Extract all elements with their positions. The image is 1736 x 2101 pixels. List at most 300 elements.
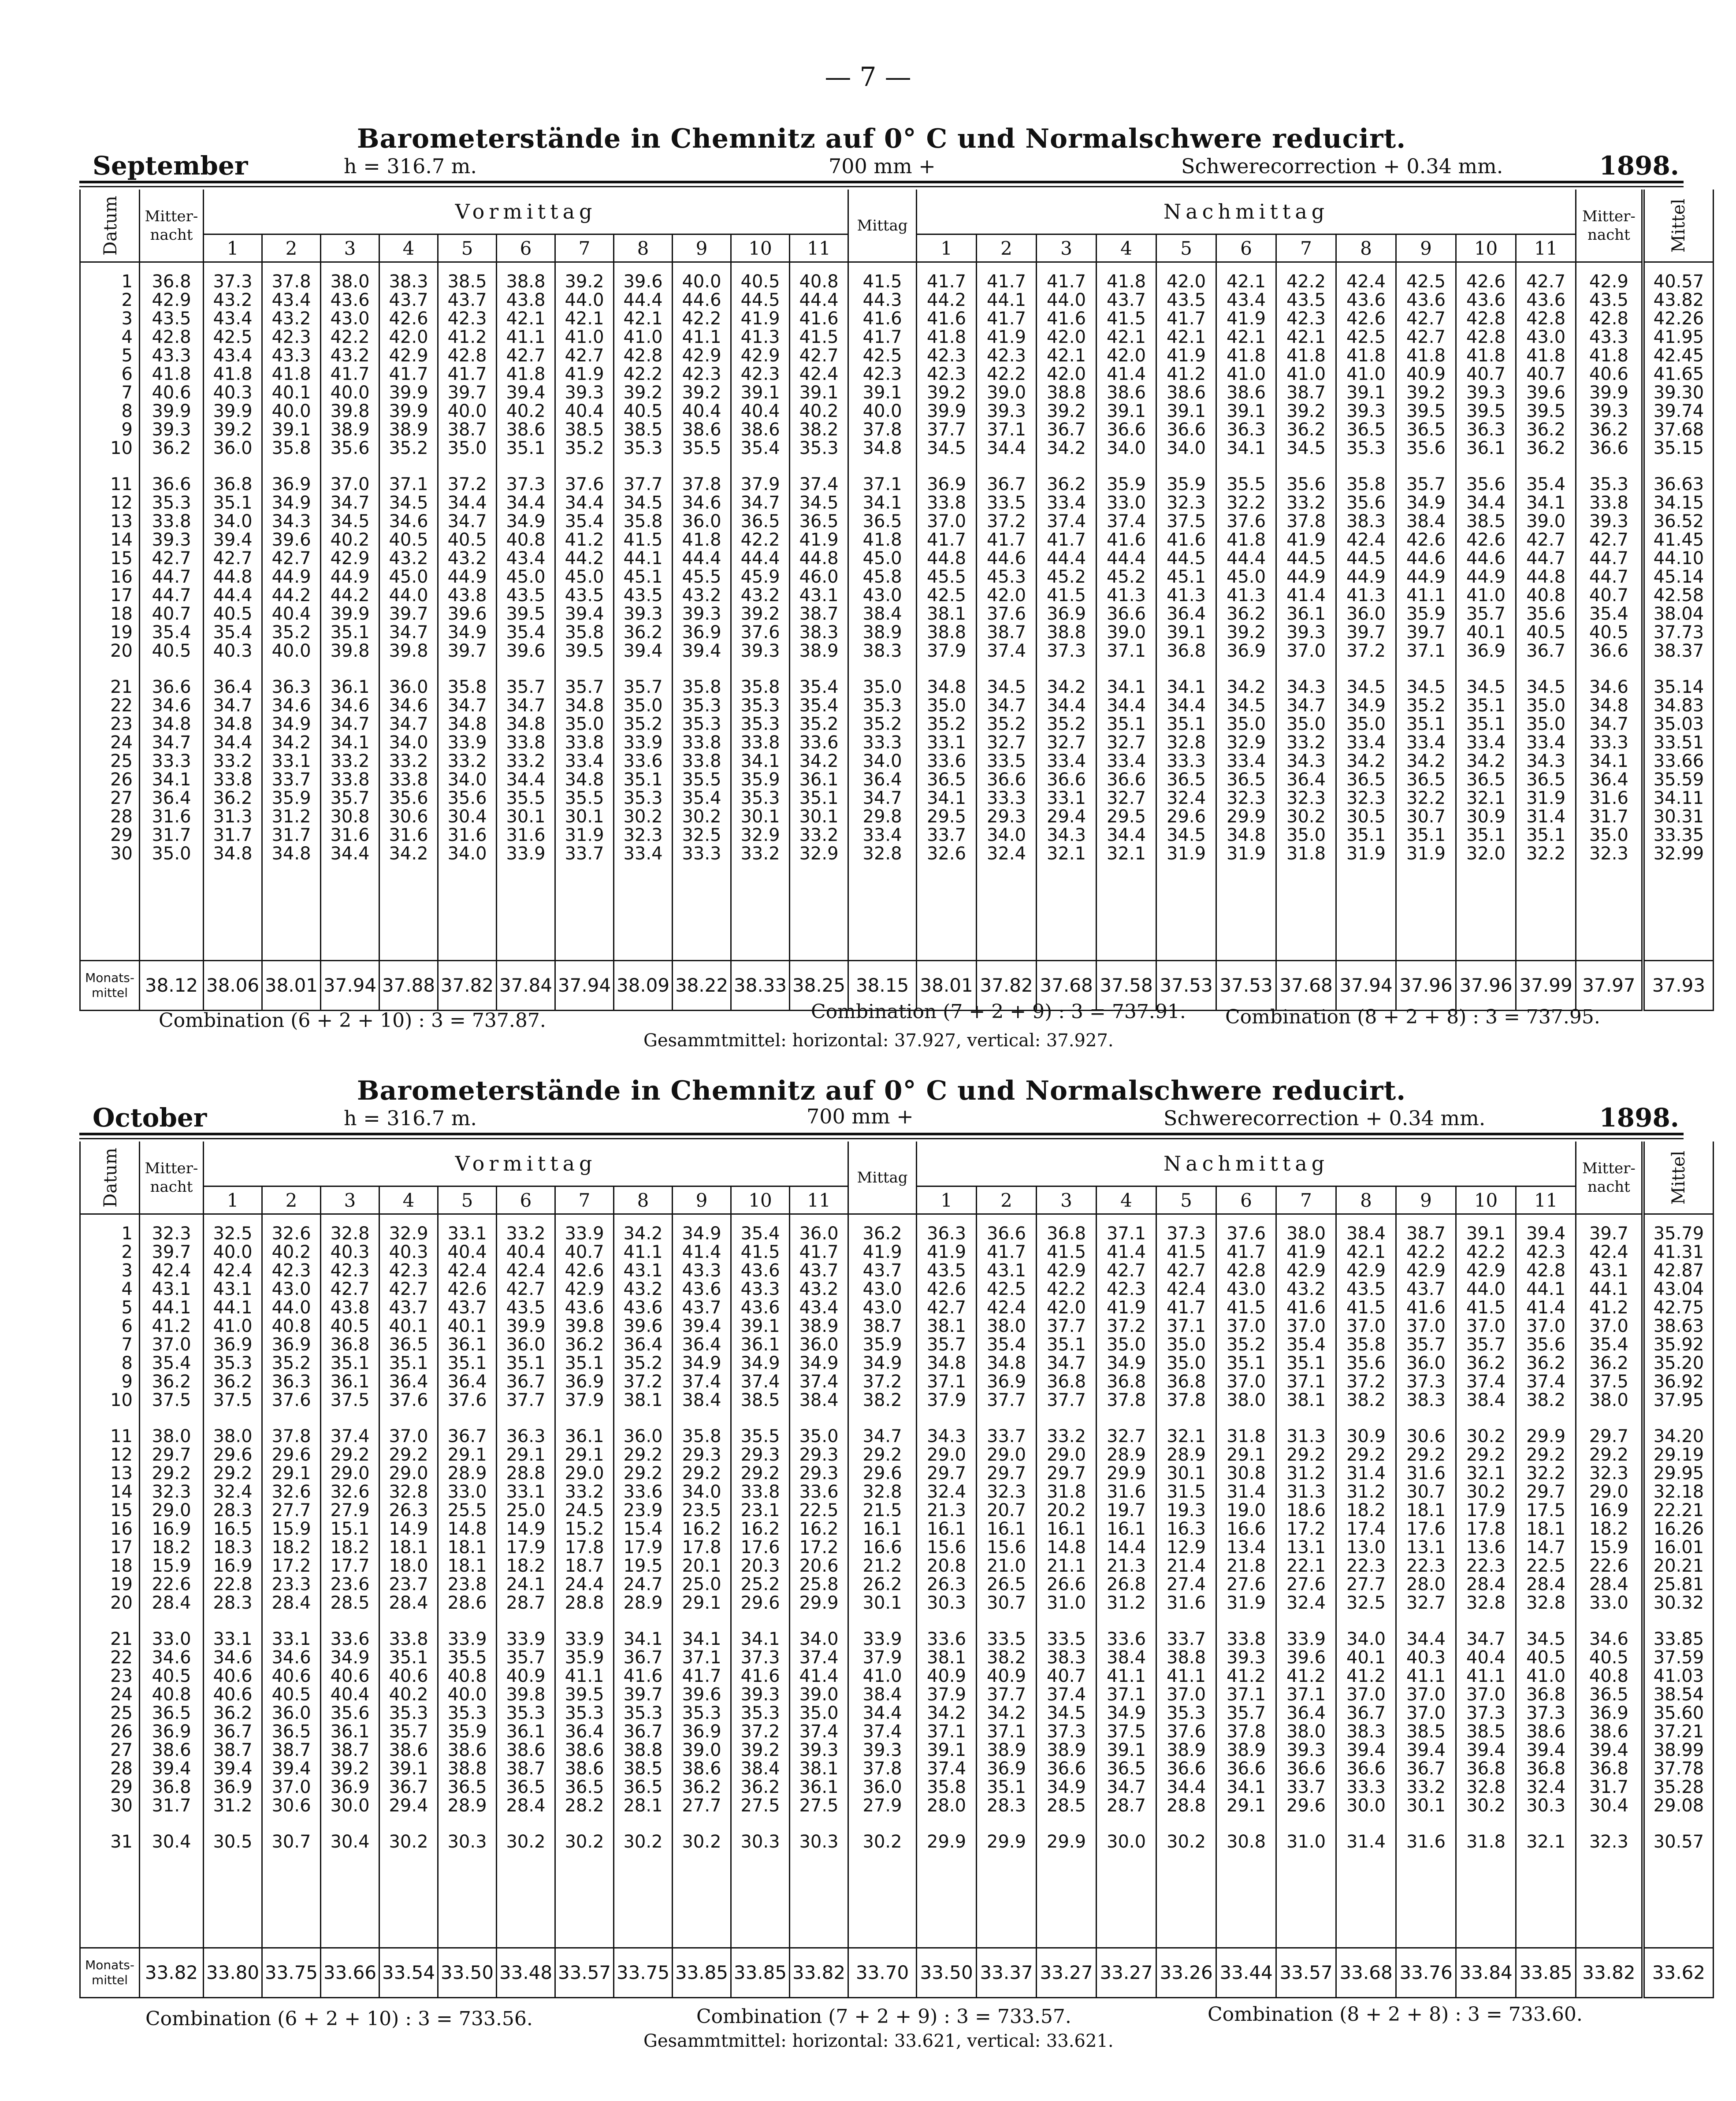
value-cell: 33.8 — [565, 733, 604, 753]
value-cell: 36.7 — [623, 1722, 663, 1742]
value-cell: 36.7 — [1346, 1703, 1386, 1723]
value-cell: 38.5 — [447, 271, 487, 292]
value-cell: 36.6 — [1047, 1759, 1086, 1779]
value-cell: 39.1 — [1107, 401, 1146, 421]
value-cell: 30.2 — [1466, 1796, 1506, 1816]
value-cell: 34.7 — [1047, 1353, 1086, 1373]
value-cell: 38.6 — [740, 420, 780, 440]
value-cell: 40.0 — [682, 271, 721, 292]
group-gap — [1645, 660, 1713, 678]
value-cell: 39.2 — [1227, 622, 1266, 643]
value-cell: 38.1 — [799, 1759, 839, 1779]
value-cell: 36.7 — [1047, 420, 1086, 440]
value-cell: 42.6 — [1406, 530, 1446, 550]
value-cell: 36.5 — [927, 770, 967, 790]
value-cell: 41.0 — [862, 1666, 902, 1686]
value-cell: 43.4 — [799, 1298, 839, 1318]
value-cell: 40.8 — [1589, 1666, 1628, 1686]
date-cell: 12 — [110, 1445, 133, 1465]
value-cell: 41.1 — [1107, 1666, 1146, 1686]
value-cell: 33.85 — [1653, 1629, 1704, 1649]
value-cell: 41.4 — [1526, 1298, 1566, 1318]
value-cell: 41.9 — [1107, 1298, 1146, 1318]
value-cell: 31.2 — [1286, 1463, 1326, 1484]
group-gap — [1097, 1815, 1156, 1833]
value-cell: 35.6 — [1346, 493, 1386, 513]
value-cell: 29.0 — [389, 1463, 428, 1484]
value-cell: 42.0 — [1167, 271, 1206, 292]
value-cell: 39.4 — [1346, 1740, 1386, 1760]
value-cell: 37.4 — [927, 1759, 967, 1779]
value-cell: 35.0 — [799, 1426, 839, 1447]
value-cell: 39.4 — [1589, 1740, 1628, 1760]
value-cell: 34.5 — [1346, 677, 1386, 697]
value-cell: 32.3 — [152, 1482, 191, 1502]
value-cell: 29.2 — [682, 1463, 721, 1484]
value-cell: 36.9 — [987, 1372, 1026, 1392]
value-cell: 35.7 — [506, 1647, 546, 1668]
value-cell: 35.4 — [682, 788, 721, 808]
value-column — [140, 262, 204, 961]
value-cell: 30.2 — [623, 1832, 663, 1852]
value-cell: 38.1 — [927, 1316, 967, 1336]
value-cell: 41.3 — [1167, 585, 1206, 606]
value-cell: 40.0 — [213, 1242, 253, 1262]
value-cell: 38.0 — [987, 1316, 1026, 1336]
value-cell: 14.8 — [447, 1519, 487, 1539]
value-cell: 30.9 — [1466, 807, 1506, 827]
value-cell: 40.0 — [862, 401, 902, 421]
value-cell: 41.0 — [1526, 1666, 1566, 1686]
value-cell: 42.4 — [1167, 1279, 1206, 1299]
value-cell: 30.2 — [682, 807, 721, 827]
value-cell: 29.9 — [799, 1593, 839, 1613]
value-cell: 41.0 — [565, 327, 604, 347]
date-cell: 20 — [110, 1593, 133, 1613]
value-cell: 34.4 — [330, 844, 370, 864]
value-column — [438, 1214, 497, 1948]
value-cell: 36.9 — [927, 474, 967, 495]
group-gap — [380, 457, 437, 475]
hour-pm-header: 9 — [1396, 234, 1456, 262]
hour-am-header: 7 — [555, 234, 614, 262]
value-cell: 21.8 — [1227, 1556, 1266, 1576]
value-cell: 35.03 — [1653, 714, 1704, 734]
value-cell: 34.0 — [1167, 438, 1206, 458]
value-cell: 37.2 — [862, 1372, 902, 1392]
mittel-header — [1643, 1142, 1714, 1214]
value-cell: 32.1 — [1107, 844, 1146, 864]
value-cell: 40.3 — [330, 1242, 370, 1262]
value-cell: 37.5 — [152, 1390, 191, 1410]
hour-pm-header: 8 — [1336, 234, 1396, 262]
value-cell: 31.6 — [152, 807, 191, 827]
value-cell: 36.5 — [506, 1777, 546, 1797]
group-gap — [1517, 1815, 1575, 1833]
value-cell: 29.2 — [1589, 1445, 1628, 1465]
value-cell: 34.7 — [447, 511, 487, 532]
value-cell: 39.7 — [447, 641, 487, 661]
monthly-mean-cell: 38.06 — [204, 961, 262, 1011]
monthly-mean-cell: 38.12 — [140, 961, 204, 1011]
value-cell: 38.6 — [1227, 383, 1266, 403]
group-gap — [556, 1409, 613, 1427]
value-cell: 36.4 — [565, 1722, 604, 1742]
hour-am-header: 4 — [379, 1186, 438, 1214]
value-cell: 44.6 — [1406, 548, 1446, 569]
value-cell: 15.9 — [1589, 1537, 1628, 1558]
value-cell: 35.9 — [1167, 474, 1206, 495]
value-cell: 42.3 — [740, 364, 780, 384]
value-cell: 16.1 — [862, 1519, 902, 1539]
value-cell: 43.1 — [152, 1279, 191, 1299]
value-cell: 40.8 — [799, 271, 839, 292]
date-cell: 6 — [121, 364, 133, 384]
value-cell: 40.9 — [1406, 364, 1446, 384]
group-gap — [614, 1815, 672, 1833]
value-cell: 45.5 — [927, 567, 967, 587]
value-cell: 41.1 — [1406, 585, 1446, 606]
value-cell: 36.8 — [1466, 1759, 1506, 1779]
value-cell: 13.1 — [1406, 1537, 1446, 1558]
value-cell: 35.3 — [565, 1703, 604, 1723]
value-cell: 44.8 — [799, 548, 839, 569]
value-cell: 15.9 — [271, 1519, 311, 1539]
value-cell: 37.0 — [1466, 1685, 1506, 1705]
value-cell: 42.7 — [799, 346, 839, 366]
value-cell: 43.7 — [389, 290, 428, 310]
value-cell: 40.7 — [565, 1242, 604, 1262]
value-cell: 43.7 — [447, 1298, 487, 1318]
value-cell: 33.5 — [1047, 1629, 1086, 1649]
value-cell: 31.4 — [1227, 1482, 1266, 1502]
group-gap — [556, 1612, 613, 1630]
value-cell: 32.5 — [682, 825, 721, 845]
value-cell: 18.2 — [152, 1537, 191, 1558]
barometer-table — [79, 1142, 1714, 1998]
value-cell: 35.1 — [1107, 714, 1146, 734]
value-cell: 16.9 — [1589, 1500, 1628, 1521]
group-gap — [790, 1612, 848, 1630]
value-cell: 43.5 — [565, 585, 604, 606]
value-cell: 29.9 — [1227, 807, 1266, 827]
value-cell: 32.5 — [1346, 1593, 1386, 1613]
value-cell: 34.1 — [927, 788, 967, 808]
value-cell: 44.5 — [740, 290, 780, 310]
value-cell: 41.6 — [799, 309, 839, 329]
group-gap — [439, 1409, 496, 1427]
combination-3: Combination (8 + 2 + 8) : 3 = 737.95. — [1225, 1006, 1600, 1028]
value-cell: 41.0 — [623, 327, 663, 347]
value-cell: 42.8 — [152, 327, 191, 347]
date-cell: 14 — [110, 530, 133, 550]
value-cell: 39.9 — [506, 1316, 546, 1336]
monthly-mean-cell: 33.82 — [1576, 1948, 1643, 1998]
value-cell: 28.9 — [447, 1796, 487, 1816]
value-cell: 42.4 — [1346, 271, 1386, 292]
value-cell: 33.9 — [565, 1223, 604, 1244]
value-cell: 45.0 — [565, 567, 604, 587]
value-column — [1097, 262, 1156, 961]
value-cell: 31.9 — [1227, 1593, 1266, 1613]
group-gap — [849, 1815, 916, 1833]
monthly-mean-cell: 37.99 — [1516, 961, 1576, 1011]
value-cell: 23.1 — [740, 1500, 780, 1521]
value-cell: 39.2 — [740, 1740, 780, 1760]
value-cell: 34.5 — [799, 493, 839, 513]
value-cell: 42.9 — [152, 290, 191, 310]
value-cell: 43.1 — [799, 585, 839, 606]
value-cell: 15.2 — [565, 1519, 604, 1539]
value-cell: 36.4 — [623, 1335, 663, 1355]
hour-pm-header: 2 — [977, 234, 1037, 262]
value-cell: 34.0 — [799, 1629, 839, 1649]
value-cell: 35.1 — [213, 493, 253, 513]
hour-am-header: 3 — [321, 234, 379, 262]
value-cell: 43.0 — [862, 1298, 902, 1318]
value-cell: 34.9 — [271, 714, 311, 734]
value-cell: 42.0 — [1047, 364, 1086, 384]
value-cell: 41.9 — [987, 327, 1026, 347]
value-cell: 41.4 — [682, 1242, 721, 1262]
value-cell: 32.3 — [1286, 788, 1326, 808]
group-gap — [673, 660, 730, 678]
value-cell: 35.6 — [330, 1703, 370, 1723]
value-cell: 30.2 — [1466, 1426, 1506, 1447]
group-gap — [1457, 457, 1515, 475]
value-cell: 37.1 — [682, 1647, 721, 1668]
value-cell: 23.3 — [271, 1574, 311, 1595]
value-cell: 38.2 — [862, 1390, 902, 1410]
group-gap — [1217, 457, 1275, 475]
value-cell: 41.6 — [740, 1666, 780, 1686]
value-cell: 34.8 — [271, 844, 311, 864]
value-cell: 33.4 — [1047, 493, 1086, 513]
value-cell: 42.0 — [1047, 1298, 1086, 1318]
value-cell: 41.5 — [1107, 309, 1146, 329]
value-cell: 35.0 — [1286, 714, 1326, 734]
value-cell: 36.9 — [213, 1335, 253, 1355]
monthly-mean-cell: 38.25 — [790, 961, 848, 1011]
group-gap — [439, 1612, 496, 1630]
value-cell: 35.7 — [389, 1722, 428, 1742]
value-cell: 43.2 — [447, 548, 487, 569]
value-cell: 18.7 — [565, 1556, 604, 1576]
value-cell: 41.7 — [987, 271, 1026, 292]
value-cell: 37.2 — [447, 474, 487, 495]
value-cell: 35.1 — [1227, 1353, 1266, 1373]
value-cell: 39.6 — [623, 271, 663, 292]
value-cell: 43.6 — [740, 1298, 780, 1318]
group-gap — [790, 1815, 848, 1833]
value-cell: 34.7 — [1589, 714, 1628, 734]
value-cell: 39.5 — [1406, 401, 1446, 421]
value-cell: 18.2 — [506, 1556, 546, 1576]
value-column — [1037, 1214, 1097, 1948]
value-cell: 18.1 — [1526, 1519, 1566, 1539]
date-cell: 8 — [121, 401, 133, 421]
value-cell: 29.2 — [1406, 1445, 1446, 1465]
value-cell: 35.3 — [740, 714, 780, 734]
value-cell: 36.7 — [987, 474, 1026, 495]
value-cell: 35.4 — [740, 438, 780, 458]
value-column — [1216, 1214, 1276, 1948]
value-cell: 17.2 — [1286, 1519, 1326, 1539]
value-cell: 33.6 — [623, 751, 663, 771]
value-cell: 43.04 — [1653, 1279, 1704, 1299]
value-cell: 34.0 — [1346, 1629, 1386, 1649]
monthly-mean-cell: 37.58 — [1097, 961, 1156, 1011]
value-cell: 20.7 — [987, 1500, 1026, 1521]
value-cell: 40.4 — [740, 401, 780, 421]
value-cell: 40.2 — [799, 401, 839, 421]
value-cell: 33.4 — [1047, 751, 1086, 771]
value-cell: 42.4 — [987, 1298, 1026, 1318]
value-cell: 35.3 — [799, 438, 839, 458]
value-cell: 44.1 — [623, 548, 663, 569]
date-cell: 9 — [121, 420, 133, 440]
value-cell: 33.6 — [1107, 1629, 1146, 1649]
value-cell: 32.99 — [1653, 844, 1704, 864]
value-cell: 36.1 — [330, 677, 370, 697]
value-cell: 35.15 — [1653, 438, 1704, 458]
value-cell: 39.4 — [1526, 1740, 1566, 1760]
value-cell: 21.0 — [987, 1556, 1026, 1576]
value-cell: 35.2 — [271, 622, 311, 643]
value-cell: 40.5 — [213, 604, 253, 624]
value-cell: 32.2 — [1406, 788, 1446, 808]
value-cell: 42.4 — [213, 1261, 253, 1281]
value-cell: 42.8 — [1589, 309, 1628, 329]
value-cell: 43.2 — [740, 585, 780, 606]
value-cell: 42.2 — [1286, 271, 1326, 292]
value-cell: 36.0 — [271, 1703, 311, 1723]
value-cell: 34.8 — [927, 677, 967, 697]
value-cell: 37.0 — [1406, 1685, 1446, 1705]
value-cell: 41.9 — [740, 309, 780, 329]
value-cell: 36.6 — [987, 1223, 1026, 1244]
value-cell: 37.9 — [565, 1390, 604, 1410]
value-cell: 31.3 — [1286, 1426, 1326, 1447]
value-cell: 41.9 — [1286, 530, 1326, 550]
value-cell: 38.9 — [799, 1316, 839, 1336]
value-cell: 29.7 — [1047, 1463, 1086, 1484]
value-cell: 42.9 — [565, 1279, 604, 1299]
group-gap — [977, 1612, 1036, 1630]
value-cell: 44.7 — [1589, 567, 1628, 587]
value-cell: 45.2 — [1107, 567, 1146, 587]
value-cell: 40.3 — [213, 641, 253, 661]
value-cell: 36.1 — [330, 1372, 370, 1392]
table-title: Barometerstände in Chemnitz auf 0° C und Normalschwere reducirt. — [357, 1075, 1406, 1106]
monthly-mean-cell: 33.27 — [1037, 1948, 1097, 1998]
value-cell: 32.3 — [1346, 788, 1386, 808]
value-cell: 21.3 — [1107, 1556, 1146, 1576]
value-cell: 39.2 — [927, 383, 967, 403]
value-cell: 39.7 — [1406, 622, 1446, 643]
value-cell: 44.6 — [1466, 548, 1506, 569]
value-cell: 35.2 — [623, 1353, 663, 1373]
value-cell: 43.7 — [447, 290, 487, 310]
value-cell: 16.1 — [927, 1519, 967, 1539]
combination-1: Combination (6 + 2 + 10) : 3 = 733.56. — [145, 2008, 533, 2030]
value-cell: 35.1 — [1406, 825, 1446, 845]
value-cell: 40.5 — [1589, 622, 1628, 643]
date-cell: 3 — [121, 309, 133, 329]
value-cell: 43.2 — [623, 1279, 663, 1299]
value-cell: 38.6 — [506, 1740, 546, 1760]
value-cell: 31.7 — [152, 1796, 191, 1816]
value-column — [262, 1214, 321, 1948]
value-cell: 41.6 — [1406, 1298, 1446, 1318]
group-gap — [204, 660, 261, 678]
value-cell: 39.4 — [213, 530, 253, 550]
value-cell: 38.9 — [987, 1740, 1026, 1760]
value-cell: 42.7 — [565, 346, 604, 366]
value-cell: 38.0 — [152, 1426, 191, 1447]
value-cell: 44.9 — [1466, 567, 1506, 587]
value-cell: 35.8 — [623, 511, 663, 532]
value-cell: 29.1 — [682, 1593, 721, 1613]
value-cell: 41.5 — [740, 1242, 780, 1262]
value-cell: 40.0 — [447, 1685, 487, 1705]
value-cell: 43.7 — [1406, 1279, 1446, 1299]
value-cell: 29.1 — [506, 1445, 546, 1465]
value-cell: 41.4 — [1107, 364, 1146, 384]
value-cell: 41.9 — [1227, 309, 1266, 329]
value-cell: 35.1 — [799, 788, 839, 808]
value-cell: 38.0 — [1227, 1390, 1266, 1410]
value-cell: 36.8 — [1167, 641, 1206, 661]
value-cell: 35.0 — [1589, 825, 1628, 845]
value-cell: 36.1 — [799, 1777, 839, 1797]
value-cell: 33.2 — [506, 1223, 546, 1244]
hour-pm-header: 5 — [1156, 1186, 1216, 1214]
value-cell: 38.2 — [799, 420, 839, 440]
value-cell: 36.9 — [682, 1722, 721, 1742]
value-cell: 35.2 — [565, 438, 604, 458]
value-cell: 30.31 — [1653, 807, 1704, 827]
value-cell: 34.1 — [152, 770, 191, 790]
hour-pm-header: 9 — [1396, 1186, 1456, 1214]
value-cell: 34.7 — [213, 695, 253, 716]
monthly-mean-cell: 38.01 — [917, 961, 977, 1011]
value-cell: 34.5 — [623, 493, 663, 513]
value-cell: 39.3 — [565, 383, 604, 403]
value-cell: 17.2 — [799, 1537, 839, 1558]
value-cell: 37.8 — [1227, 1722, 1266, 1742]
value-cell: 16.1 — [987, 1519, 1026, 1539]
value-cell: 31.6 — [447, 825, 487, 845]
value-cell: 35.7 — [927, 1335, 967, 1355]
value-cell: 43.0 — [862, 585, 902, 606]
value-cell: 29.3 — [987, 807, 1026, 827]
value-column — [497, 1214, 555, 1948]
value-column — [204, 1214, 262, 1948]
date-cell: 15 — [110, 1500, 133, 1521]
value-cell: 34.0 — [682, 1482, 721, 1502]
value-cell: 22.1 — [1286, 1556, 1326, 1576]
value-cell: 38.63 — [1653, 1316, 1704, 1336]
value-cell: 34.4 — [1047, 695, 1086, 716]
value-cell: 44.9 — [1346, 567, 1386, 587]
value-cell: 34.4 — [987, 438, 1026, 458]
group-gap — [81, 660, 133, 678]
value-cell: 38.2 — [1346, 1390, 1386, 1410]
group-gap — [1097, 660, 1156, 678]
correction-label: Schwerecorrection + 0.34 mm. — [1164, 1106, 1486, 1130]
value-cell: 36.2 — [623, 622, 663, 643]
